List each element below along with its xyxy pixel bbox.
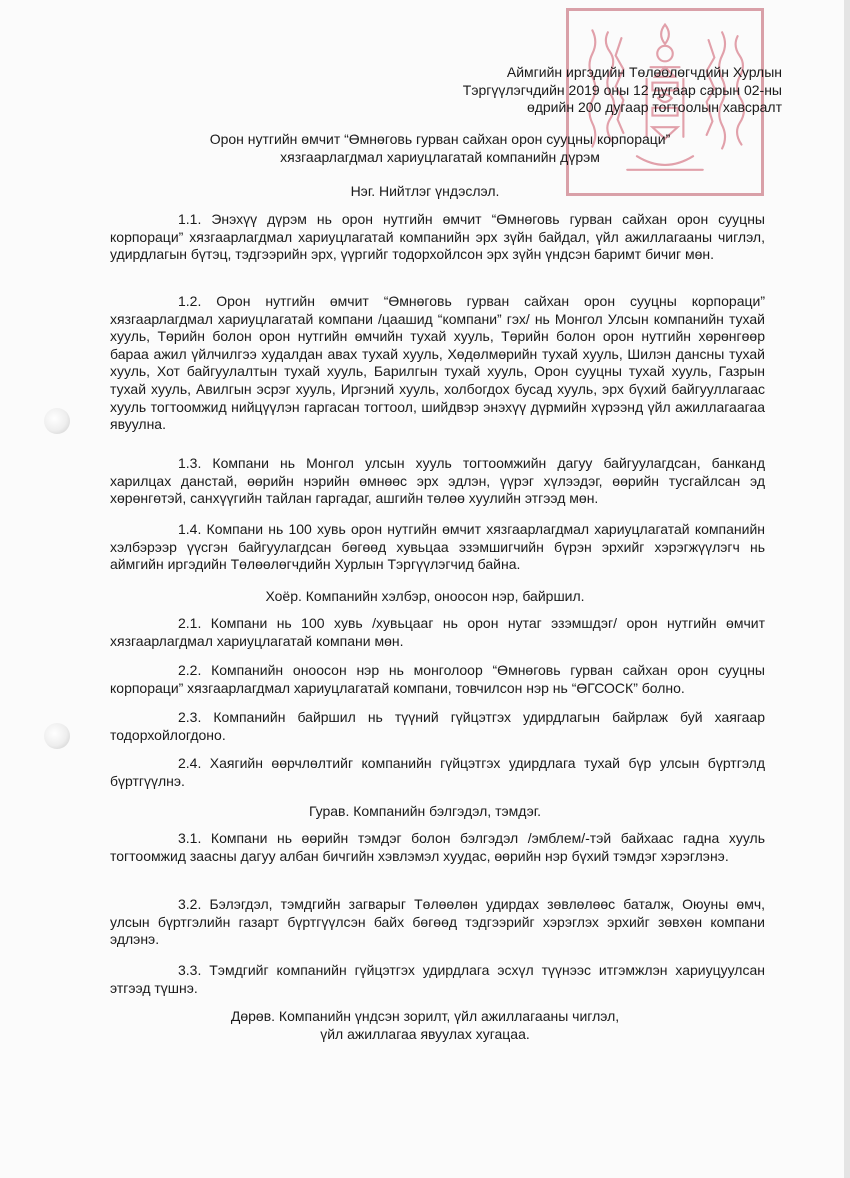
header-line-3: өдрийн 200 дугаар тогтоолын хавсралт bbox=[526, 99, 782, 115]
paragraph-1-3: 1.3. Компани нь Монгол улсын хууль тогтоомжийн дагуу байгуулагдсан, банканд харилцах данстай, өөрийн нэрийн өмнөөс эрх эдлэн, үүрэг хүлээдэг, өөрийн тусгайлсан эд хөрөнгөтэй, санхүүгийн тайлан гаргадаг, ашгийн төлөө хуулийн этгээд мөн. bbox=[110, 455, 765, 507]
section-heading-4-line-1: Дөрөв. Компанийн үндсэн зорилт, үйл ажиллагааны чиглэл, bbox=[230, 1008, 620, 1024]
paragraph-2-3: 2.3. Компанийн байршил нь түүний гүйцэтгэх удирдлагын байрлаж буй хаягаар тодорхойлогдоно. bbox=[110, 709, 765, 743]
section-heading-4-line-2: үйл ажиллагаа явуулах хугацаа. bbox=[320, 1025, 530, 1042]
title-line-1: Орон нутгийн өмчит “Өмнөговь гурван сайхан орон сууцны корпораци” bbox=[209, 131, 671, 147]
annex-header bbox=[463, 64, 782, 117]
paragraph-2-2: 2.2. Компанийн оноосон нэр нь монголоор “Өмнөговь гурван сайхан орон сууцны корпораци” хязгаарлагдмал хариуцлагатай компани, товчилсон нэр нь “ӨГСОСК” болно. bbox=[110, 662, 765, 696]
paragraph-2-4: 2.4. Хаягийн өөрчлөлтийг компанийн гүйцэтгэх удирдлага тухай бүр улсын бүртгэлд бүртгүүлнэ. bbox=[110, 755, 765, 789]
section-heading-3: Гурав. Компанийн бэлгэдэл, тэмдэг. bbox=[308, 803, 542, 819]
header-line-2: Тэргүүлэгчдийн 2019 оны 12 дугаар сарын 02-ны bbox=[462, 81, 782, 98]
paragraph-1-1: 1.1. Энэхүү дүрэм нь орон нутгийн өмчит “Өмнөговь гурван сайхан орон сууцны корпораци” хязгаарлагдмал хариуцлагатай компанийн эрх зүйн байдал, үйл ажиллагааны чиглэл, удирдлагын бүтэц, тэдгээрийн эрх, үүргийг тодорхойлсон эрх зүйн үндсэн баримт бичиг мөн. bbox=[110, 211, 765, 263]
section-heading-2: Хоёр. Компанийн хэлбэр, оноосон нэр, байршил. bbox=[265, 588, 585, 604]
title-line-2: хязгаарлагдмал хариуцлагатай компанийн дүрэм bbox=[280, 148, 600, 165]
paragraph-1-2: 1.2. Орон нутгийн өмчит “Өмнөговь гурван сайхан орон сууцны корпораци” хязгаарлагдмал хариуцлагатай компани /цаашид “компани” гэх/ нь Монгол Улсын компанийн тухай хууль, Төрийн болон орон нутгийн өмчийн тухай хууль, Төрийн болон орон нутгийн хөрөнгөөр бараа ажил үйлчилгээ худалдан авах тухай хууль, Хөдөлмөрийн тухай хууль, Шилэн дансны тухай хууль, Хот байгуулалтын тухай хууль, Барилгын тухай хууль, Орон сууцны тухай хууль, Газрын тухай хууль, Авилгын эсрэг хууль, Иргэний хууль, холбогдох бусад хууль, эрх бүхий байгууллагаас хууль тогтоомжид нийцүүлэн гаргасан тогтоол, шийдвэр энэхүү дүрмийн хүрээнд үйл ажиллагаагаа явуулна. bbox=[110, 293, 765, 433]
binder-hole-top bbox=[44, 408, 70, 434]
header-line-1: Аймгийн иргэдийн Төлөөлөгчдийн Хурлын bbox=[506, 64, 782, 80]
paragraph-1-4: 1.4. Компани нь 100 хувь орон нутгийн өмчит хязгаарлагдмал хариуцлагатай компанийн хэлбэрээр үүсгэн байгуулагдсан бөгөөд хувьцаа эзэмшигчийн бүрэн эрхийг хэрэгжүүлэгч нь аймгийн иргэдийн Төлөөлөгчдийн Хурлын Тэргүүлэгчид байна. bbox=[110, 521, 765, 573]
section-heading-4 bbox=[100, 1008, 750, 1043]
section-heading-1: Нэг. Нийтлэг үндэслэл. bbox=[350, 183, 500, 199]
page-edge-shadow bbox=[844, 0, 850, 1178]
paragraph-3-3: 3.3. Тэмдгийг компанийн гүйцэтгэх удирдлага эсхүл түүнээс итгэмжлэн хариуцуулсан этгээд түшнэ. bbox=[110, 962, 765, 996]
paragraph-3-1: 3.1. Компани нь өөрийн тэмдэг болон бэлгэдэл /эмблем/-тэй байхаас гадна хууль тогтоомжид заасны дагуу албан бичгийн хэвлэмэл хуудас, өөрийн нэр бүхий тэмдэг хэрэглэнэ. bbox=[110, 830, 765, 864]
paragraph-3-2: 3.2. Бэлэгдэл, тэмдгийн загварыг Төлөөлөн удирдах зөвлөлөөс баталж, Оюуны өмч, улсын бүртгэлийн газарт бүртгүүлсэн байх бөгөөд тэдгээрийг хэрэглэх эрхийг зөвхөн компани эдлэнэ. bbox=[110, 896, 765, 948]
paragraph-2-1: 2.1. Компани нь 100 хувь /хувьцааг нь орон нутаг эзэмшдэг/ орон нутгийн өмчит хязгаарлагдмал хариуцлагатай компани мөн. bbox=[110, 615, 765, 649]
document-title bbox=[140, 131, 740, 166]
binder-hole-bottom bbox=[44, 723, 70, 749]
